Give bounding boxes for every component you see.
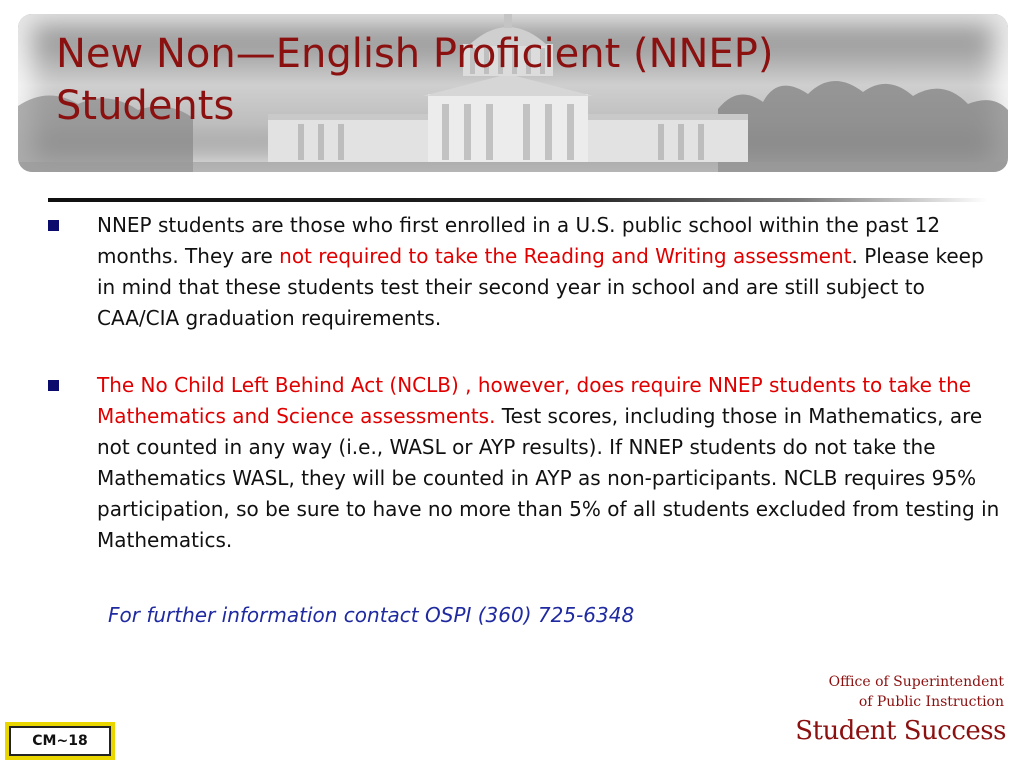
bullet-item: [44, 370, 1004, 556]
bullet-2-text: Test scores, including those in Mathematics, are not counted in any way (i.e., WASL or AYP results). If NNEP students do not take the Mathematics WASL, they will be counted in AYP as non-participants. NCLB requires 95% participation, so be sure to have no more than 5% of all students excluded from testing in Mathematics.: [97, 404, 1000, 552]
bullet-item: [44, 210, 1004, 334]
slide-code-label: CM~18: [9, 726, 111, 756]
student-success-logo: Student Success: [795, 716, 1006, 746]
bullet-1-highlight: not required to take the Reading and Writing assessment: [279, 244, 852, 268]
square-bullet-icon: [48, 380, 59, 391]
slide-code-badge: [5, 722, 115, 760]
title-line-1: New Non—English Proficient (NNEP): [56, 31, 774, 77]
page-title: [56, 28, 773, 132]
bullet-2-highlight: The No Child Left Behind Act (NCLB) , however, does require NNEP students to take the Mathematics and Science assessments.: [97, 373, 972, 428]
title-divider: [48, 198, 988, 202]
contact-info: For further information contact OSPI (360) 725-6348: [108, 603, 635, 627]
ospi-label: [829, 672, 1004, 712]
ospi-line-2: of Public Instruction: [858, 694, 1004, 710]
title-line-2: Students: [56, 83, 235, 129]
bullet-1-text-a: NNEP students are those who first enrolled in a U.S. public school within the past 12 months. They are: [97, 213, 941, 268]
square-bullet-icon: [48, 220, 59, 231]
ospi-line-1: Office of Superintendent: [828, 674, 1004, 690]
bullet-list: [44, 210, 1004, 556]
bullet-1-text-b: . Please keep in mind that these students test their second year in school and are still subject to CAA/CIA graduation requirements.: [97, 244, 984, 330]
